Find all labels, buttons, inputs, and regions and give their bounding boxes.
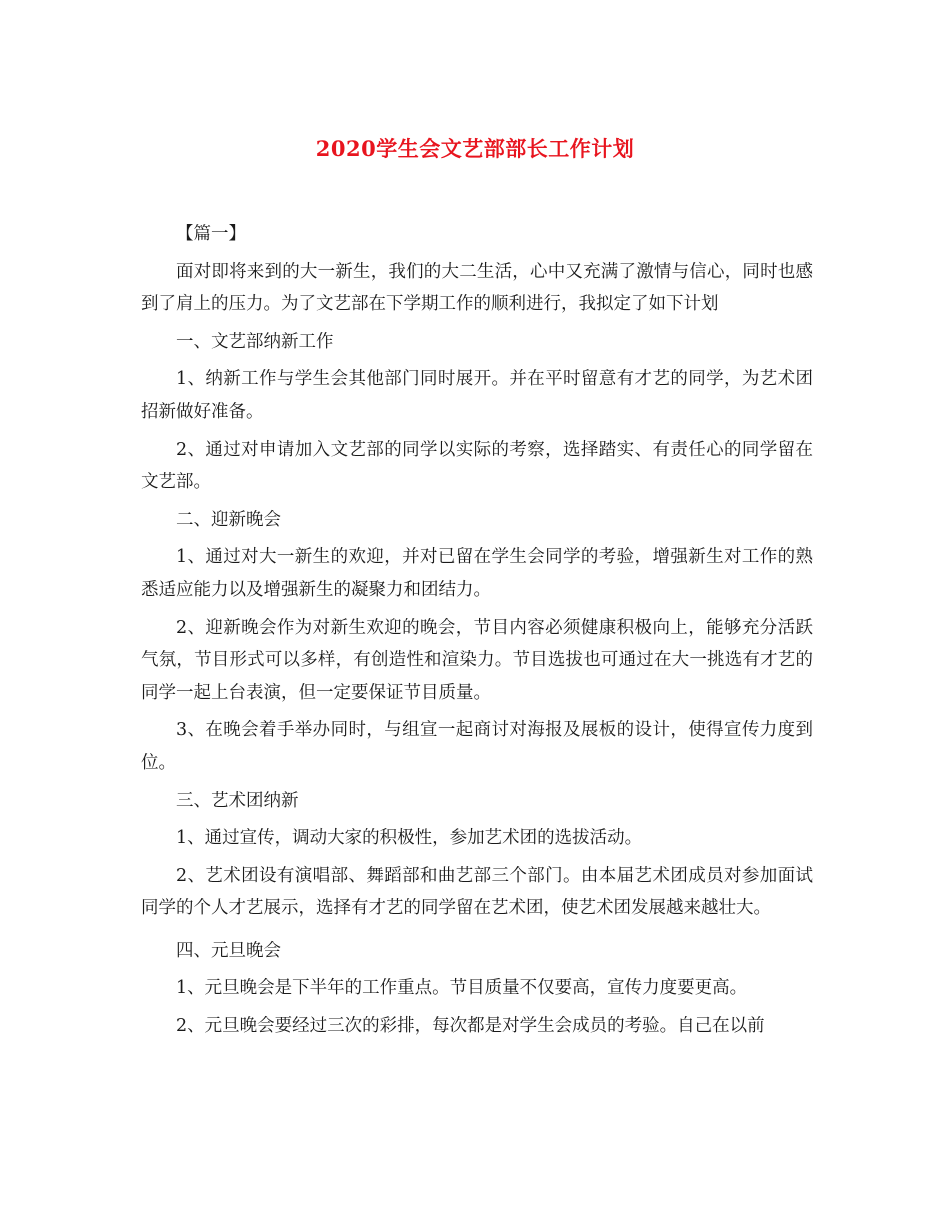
paragraph: 1、通过宣传，调动大家的积极性，参加艺术团的选拔活动。: [176, 828, 643, 849]
paragraph: 3、在晚会着手举办同时，与组宣一起商讨对海报及展板的设计，使得宣传力度到位。: [141, 720, 813, 773]
paragraph: 1、元旦晚会是下半年的工作重点。节目质量不仅要高，宣传力度要更高。: [176, 978, 748, 999]
paragraph: 2、通过对申请加入文艺部的同学以实际的考察，选择踏实、有责任心的同学留在文艺部。: [141, 439, 813, 493]
heading-new-year-party: 四、元旦晚会: [176, 940, 281, 961]
heading-art-troupe: 三、艺术团纳新: [176, 790, 299, 811]
paragraph: 2、艺术团设有演唱部、舞蹈部和曲艺部三个部门。由本届艺术团成员对参加面试同学的个人才艺展示，选择有才艺的同学留在艺术团，使艺术团发展越来越壮大。: [141, 865, 813, 919]
section-label: 【篇一】: [176, 224, 246, 244]
document-body: [141, 218, 813, 1043]
document-title: 2020学生会文艺部部长工作计划: [315, 136, 635, 161]
intro-paragraph: 面对即将来到的大一新生，我们的大二生活，心中又充满了激情与信心，同时也感到了肩上的压力。为了文艺部在下学期工作的顺利进行，我拟定了如下计划: [141, 261, 813, 315]
paragraph: 2、元旦晚会要经过三次的彩排，每次都是对学生会成员的考验。自己在以前: [176, 1016, 765, 1037]
heading-recruitment: 一、文艺部纳新工作: [176, 331, 334, 352]
paragraph: 1、通过对大一新生的欢迎，并对已留在学生会同学的考验，增强新生对工作的熟悉适应能力以及增强新生的凝聚力和团结力。: [141, 547, 813, 600]
paragraph: 2、迎新晚会作为对新生欢迎的晚会，节目内容必须健康积极向上，能够充分活跃气氛，节目形式可以多样，有创造性和渲染力。节目选拔也可通过在大一挑选有才艺的同学一起上台表演，但一定要保证节目质量。: [141, 617, 813, 703]
heading-welcome-party: 二、迎新晚会: [176, 509, 281, 530]
paragraph: 1、纳新工作与学生会其他部门同时展开。并在平时留意有才艺的同学，为艺术团招新做好准备。: [141, 369, 813, 422]
